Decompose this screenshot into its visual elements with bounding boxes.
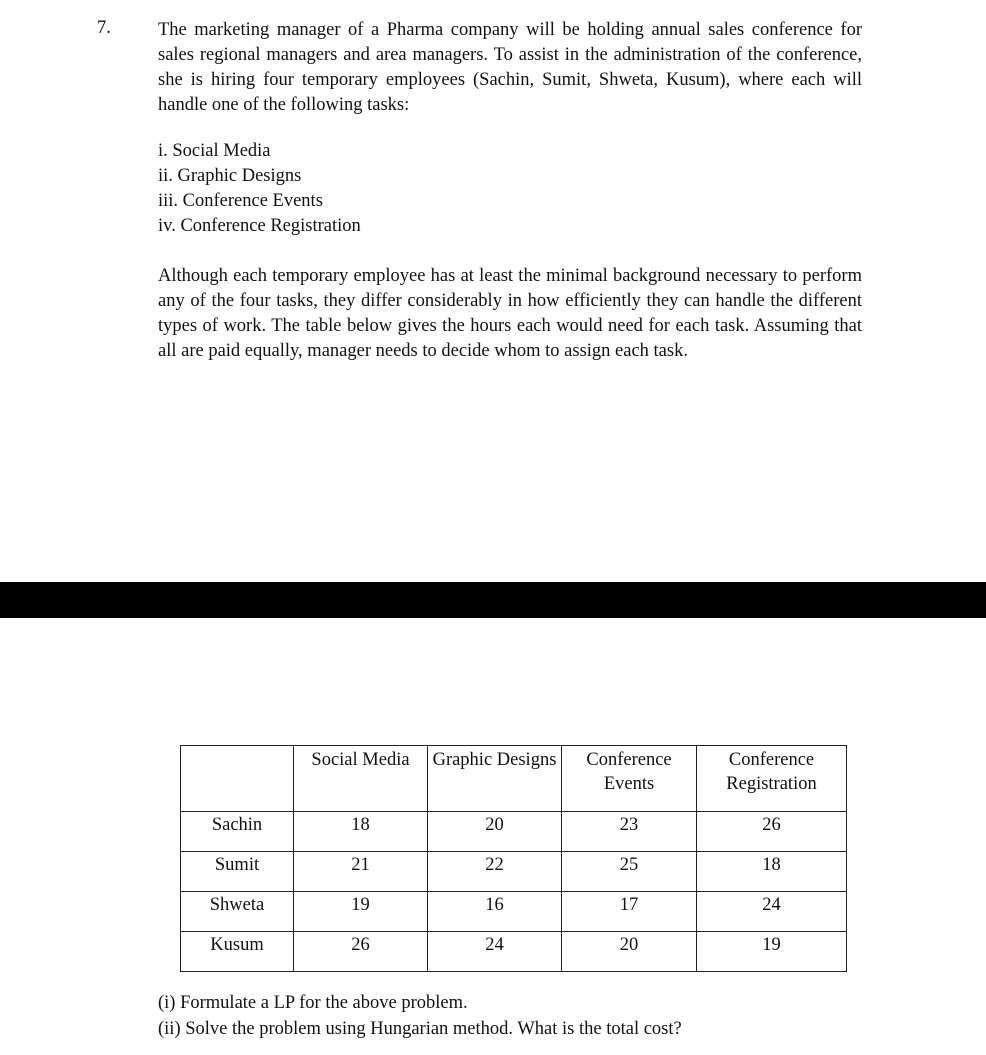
description-paragraph: Although each temporary employee has at least the minimal background necessary to perform any of the four tasks, they differ considerably in how efficiently they can handle the different types of work. The table below gives the hours each would need for each task. Assuming that all are paid equally, manager needs to decide whom to assign each task.	[158, 266, 862, 361]
table-header-cell: Graphic Designs	[428, 746, 562, 812]
table-cell: 24	[697, 892, 847, 932]
table-cell: 18	[697, 852, 847, 892]
black-separator-bar	[0, 582, 986, 618]
table-cell: 26	[294, 932, 428, 972]
table-cell: 18	[294, 812, 428, 852]
table-cell: 21	[294, 852, 428, 892]
question-number: 7.	[97, 18, 111, 38]
table-cell: 20	[562, 932, 697, 972]
intro-paragraph: The marketing manager of a Pharma company will be holding annual sales conference for sales regional managers and area managers. To assist in the administration of the conference, she is hiring four temporary employees (Sachin, Sumit, Shweta, Kusum), where each will handle one of the following tasks:	[158, 20, 862, 115]
table-row	[181, 852, 847, 892]
task-item: ii. Graphic Designs	[158, 166, 302, 186]
task-item: iii. Conference Events	[158, 191, 323, 211]
table-row	[181, 932, 847, 972]
question-list	[158, 990, 682, 1042]
employee-name-cell: Sachin	[181, 812, 294, 852]
table-header-cell: Social Media	[294, 746, 428, 812]
question-item: (i) Formulate a LP for the above problem.	[158, 993, 468, 1013]
table-row	[181, 812, 847, 852]
table-cell: 19	[294, 892, 428, 932]
table-row	[181, 892, 847, 932]
task-item: iv. Conference Registration	[158, 216, 361, 236]
table-cell: 22	[428, 852, 562, 892]
table-cell: 16	[428, 892, 562, 932]
table-cell: 25	[562, 852, 697, 892]
table-cell: 24	[428, 932, 562, 972]
employee-name-cell: Sumit	[181, 852, 294, 892]
table-cell: 17	[562, 892, 697, 932]
table-cell: 20	[428, 812, 562, 852]
task-list	[158, 139, 361, 239]
employee-name-cell: Shweta	[181, 892, 294, 932]
table-header-row	[181, 746, 847, 812]
table-header-cell: Conference Registration	[697, 746, 847, 812]
hours-table	[180, 745, 847, 972]
question-item: (ii) Solve the problem using Hungarian method. What is the total cost?	[158, 1019, 682, 1039]
table-cell: 19	[697, 932, 847, 972]
table-cell: 26	[697, 812, 847, 852]
table-cell: 23	[562, 812, 697, 852]
employee-name-cell: Kusum	[181, 932, 294, 972]
table-header-cell	[181, 746, 294, 812]
table-header-cell: Conference Events	[562, 746, 697, 812]
task-item: i. Social Media	[158, 141, 271, 161]
